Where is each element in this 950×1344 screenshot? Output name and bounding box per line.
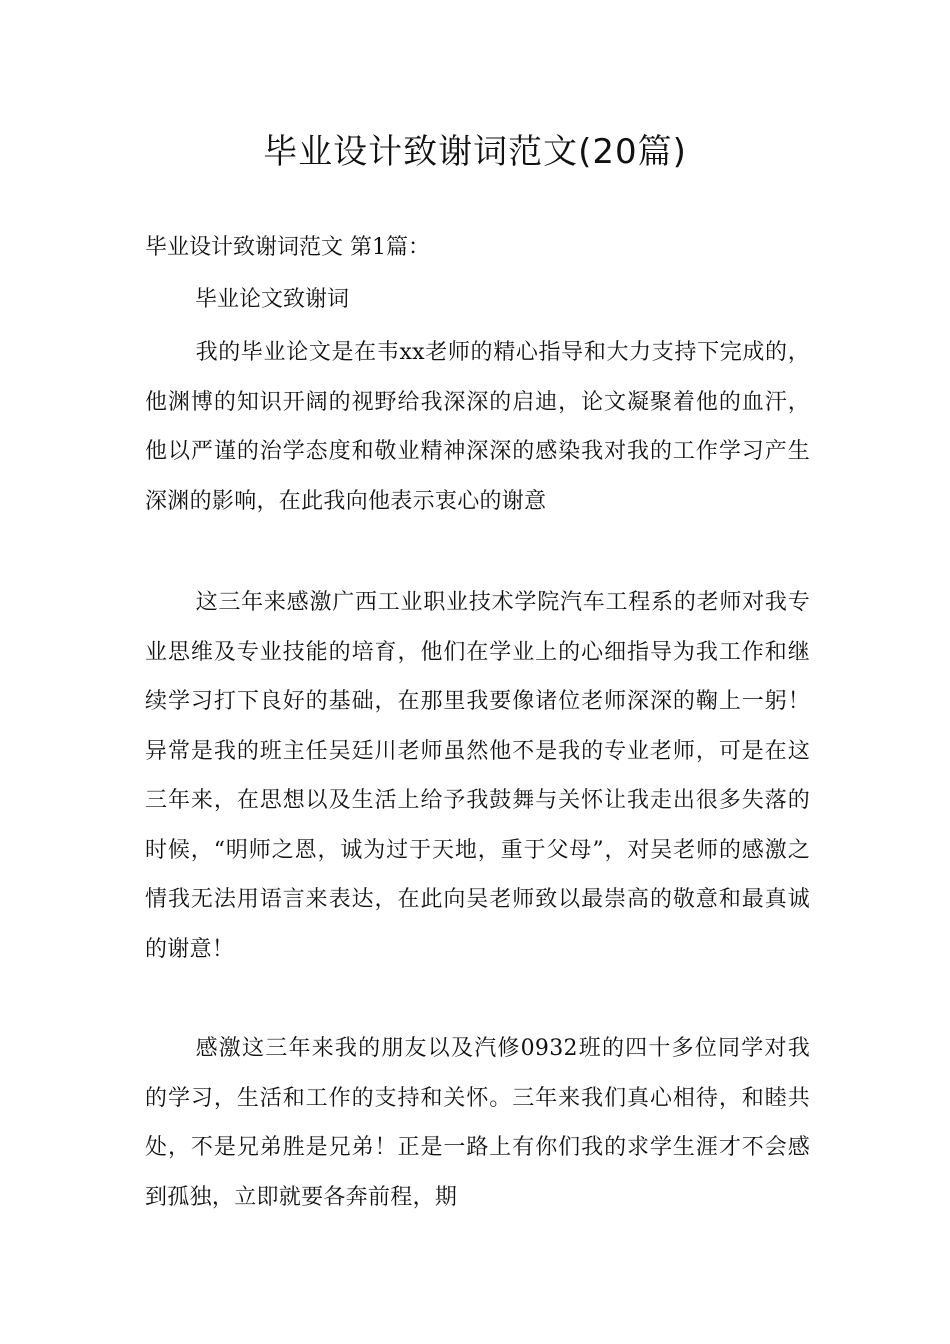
paragraph-2: 这三年来感激广西工业职业技术学院汽车工程系的老师对我专业思维及专业技能的培育，他们在学业上的心细指导为我工作和继续学习打下良好的基础，在那里我要像诸位老师深深的鞠上一躬！异常是我的班主任吴廷川老师虽然他不是我的专业老师，可是在这三年来，在思想以及生活上给予我鼓舞与关怀让我走出很多失落的时候，“明师之恩，诚为过于天地，重于父母”，对吴老师的感激之情我无法用语言来表达，在此向吴老师致以最崇高的敬意和最真诚的谢意！: [145, 590, 810, 962]
paragraph-1: 我的毕业论文是在韦xx老师的精心指导和大力支持下完成的，他渊博的知识开阔的视野给我深深的启迪，论文凝聚着他的血汗，他以严谨的治学态度和敬业精神深深的感染我对我的工作学习产生深渊的影响，在此我向他表示衷心的谢意: [145, 340, 810, 514]
section-heading: 毕业设计致谢词范文 第1篇：: [145, 235, 430, 260]
paragraph-3: 感激这三年来我的朋友以及汽修0932班的四十多位同学对我的学习，生活和工作的支持和关怀。三年来我们真心相待，和睦共处，不是兄弟胜是兄弟！正是一路上有你们我的求学生涯才不会感到孤独，立即就要各奔前程，期: [145, 1036, 810, 1210]
subheading: 毕业论文致谢词: [195, 287, 350, 312]
document-title: 毕业设计致谢词范文(20篇): [263, 132, 687, 172]
